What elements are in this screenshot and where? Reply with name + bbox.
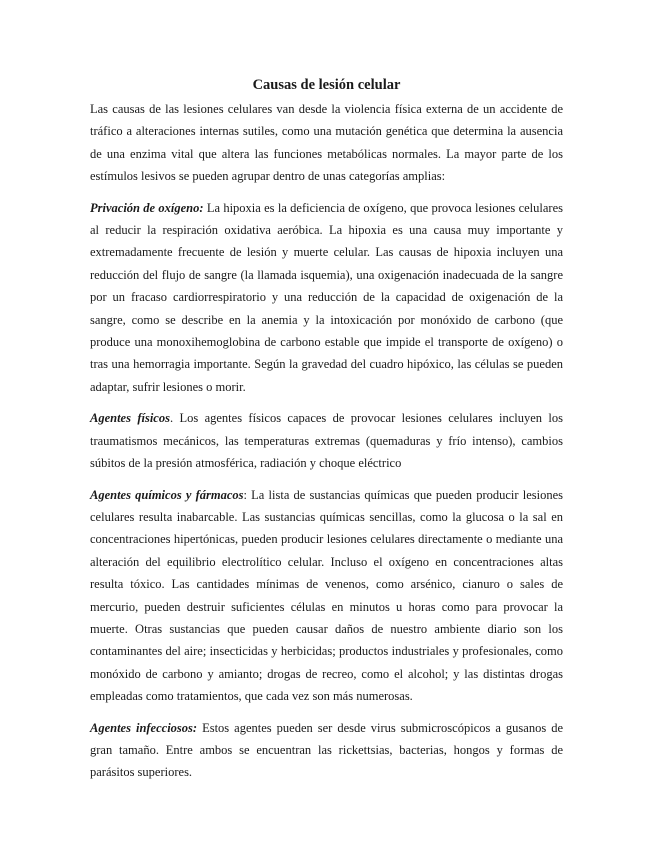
section-heading-physical: Agentes físicos	[90, 411, 170, 426]
section-heading-chemical: Agentes químicos y fármacos	[90, 487, 244, 502]
intro-paragraph: Las causas de las lesiones celulares van desde la violencia física externa de un accidente de tráfico a alteraciones internas sutiles, como una mutación genética que determina la ausencia de una enzima vital que altera las funciones metabólicas normales. La mayor parte de los estímulos lesivos se pueden agrupar dentro de unas categorías amplias:	[90, 102, 563, 184]
section-paragraph-infectious	[90, 717, 563, 784]
section-paragraph-physical	[90, 407, 563, 474]
section-heading-oxygen: Privación de oxígeno:	[90, 200, 204, 215]
section-text-oxygen: La hipoxia es la deficiencia de oxígeno, que provoca lesiones celulares al reducir la respiración oxidativa aeróbica. La hipoxia es una causa muy importante y extremadamente frecuente de lesión y muerte celular. Las causas de hipoxia incluyen una reducción del flujo de sangre (la llamada isquemia), una oxigenación inadecuada de la sangre por un fracaso cardiorrespiratorio y una reducción de la capacidad de oxigenación de la sangre, como se describe en la anemia y la intoxicación por monóxido de carbono (que produce una monoxihemoglobina de carbono estable que impide el transporte de oxígeno) o tras una hemorragia importante. Según la gravedad del cuadro hipóxico, las células se pueden adaptar, sufrir lesiones o morir.	[90, 200, 563, 394]
section-paragraph-chemical	[90, 484, 563, 708]
document-title: Causas de lesión celular	[252, 77, 401, 93]
section-heading-infectious: Agentes infecciosos:	[90, 720, 198, 735]
section-text-physical: . Los agentes físicos capaces de provocar lesiones celulares incluyen los traumatismos mecánicos, las temperaturas extremas (quemaduras y frío intenso), cambios súbitos de la presión atmosférica, radiación y choque eléctrico	[90, 411, 564, 471]
section-text-chemical: : La lista de sustancias químicas que pueden producir lesiones celulares resulta inabarcable. Las sustancias químicas sencillas, como la glucosa o la sal en concentraciones hipertónicas, pueden producir lesiones celulares directamente o mediante una alteración del equilibrio electrolítico celular. Incluso el oxígeno en concentraciones altas resulta tóxico. Las cantidades mínimas de venenos, como arsénico, cianuro o sales de mercurio, pueden destruir suficientes células en minutos u horas como para provocar la muerte. Otras sustancias que pueden causar daños de nuestro ambiente diario son los contaminantes del aire; insecticidas y herbicidas; productos industriales y profesionales, como monóxido de carbono y amianto; drogas de recreo, como el alcohol; y las distintas drogas empleadas como tratamientos, que cada vez son más numerosas.	[90, 487, 563, 704]
section-text-infectious: Estos agentes pueden ser desde virus submicroscópicos a gusanos de gran tamaño. Entre ambos se encuentran las rickettsias, bacterias, hongos y formas de parásitos superiores.	[90, 720, 563, 780]
section-paragraph-oxygen	[90, 197, 563, 399]
